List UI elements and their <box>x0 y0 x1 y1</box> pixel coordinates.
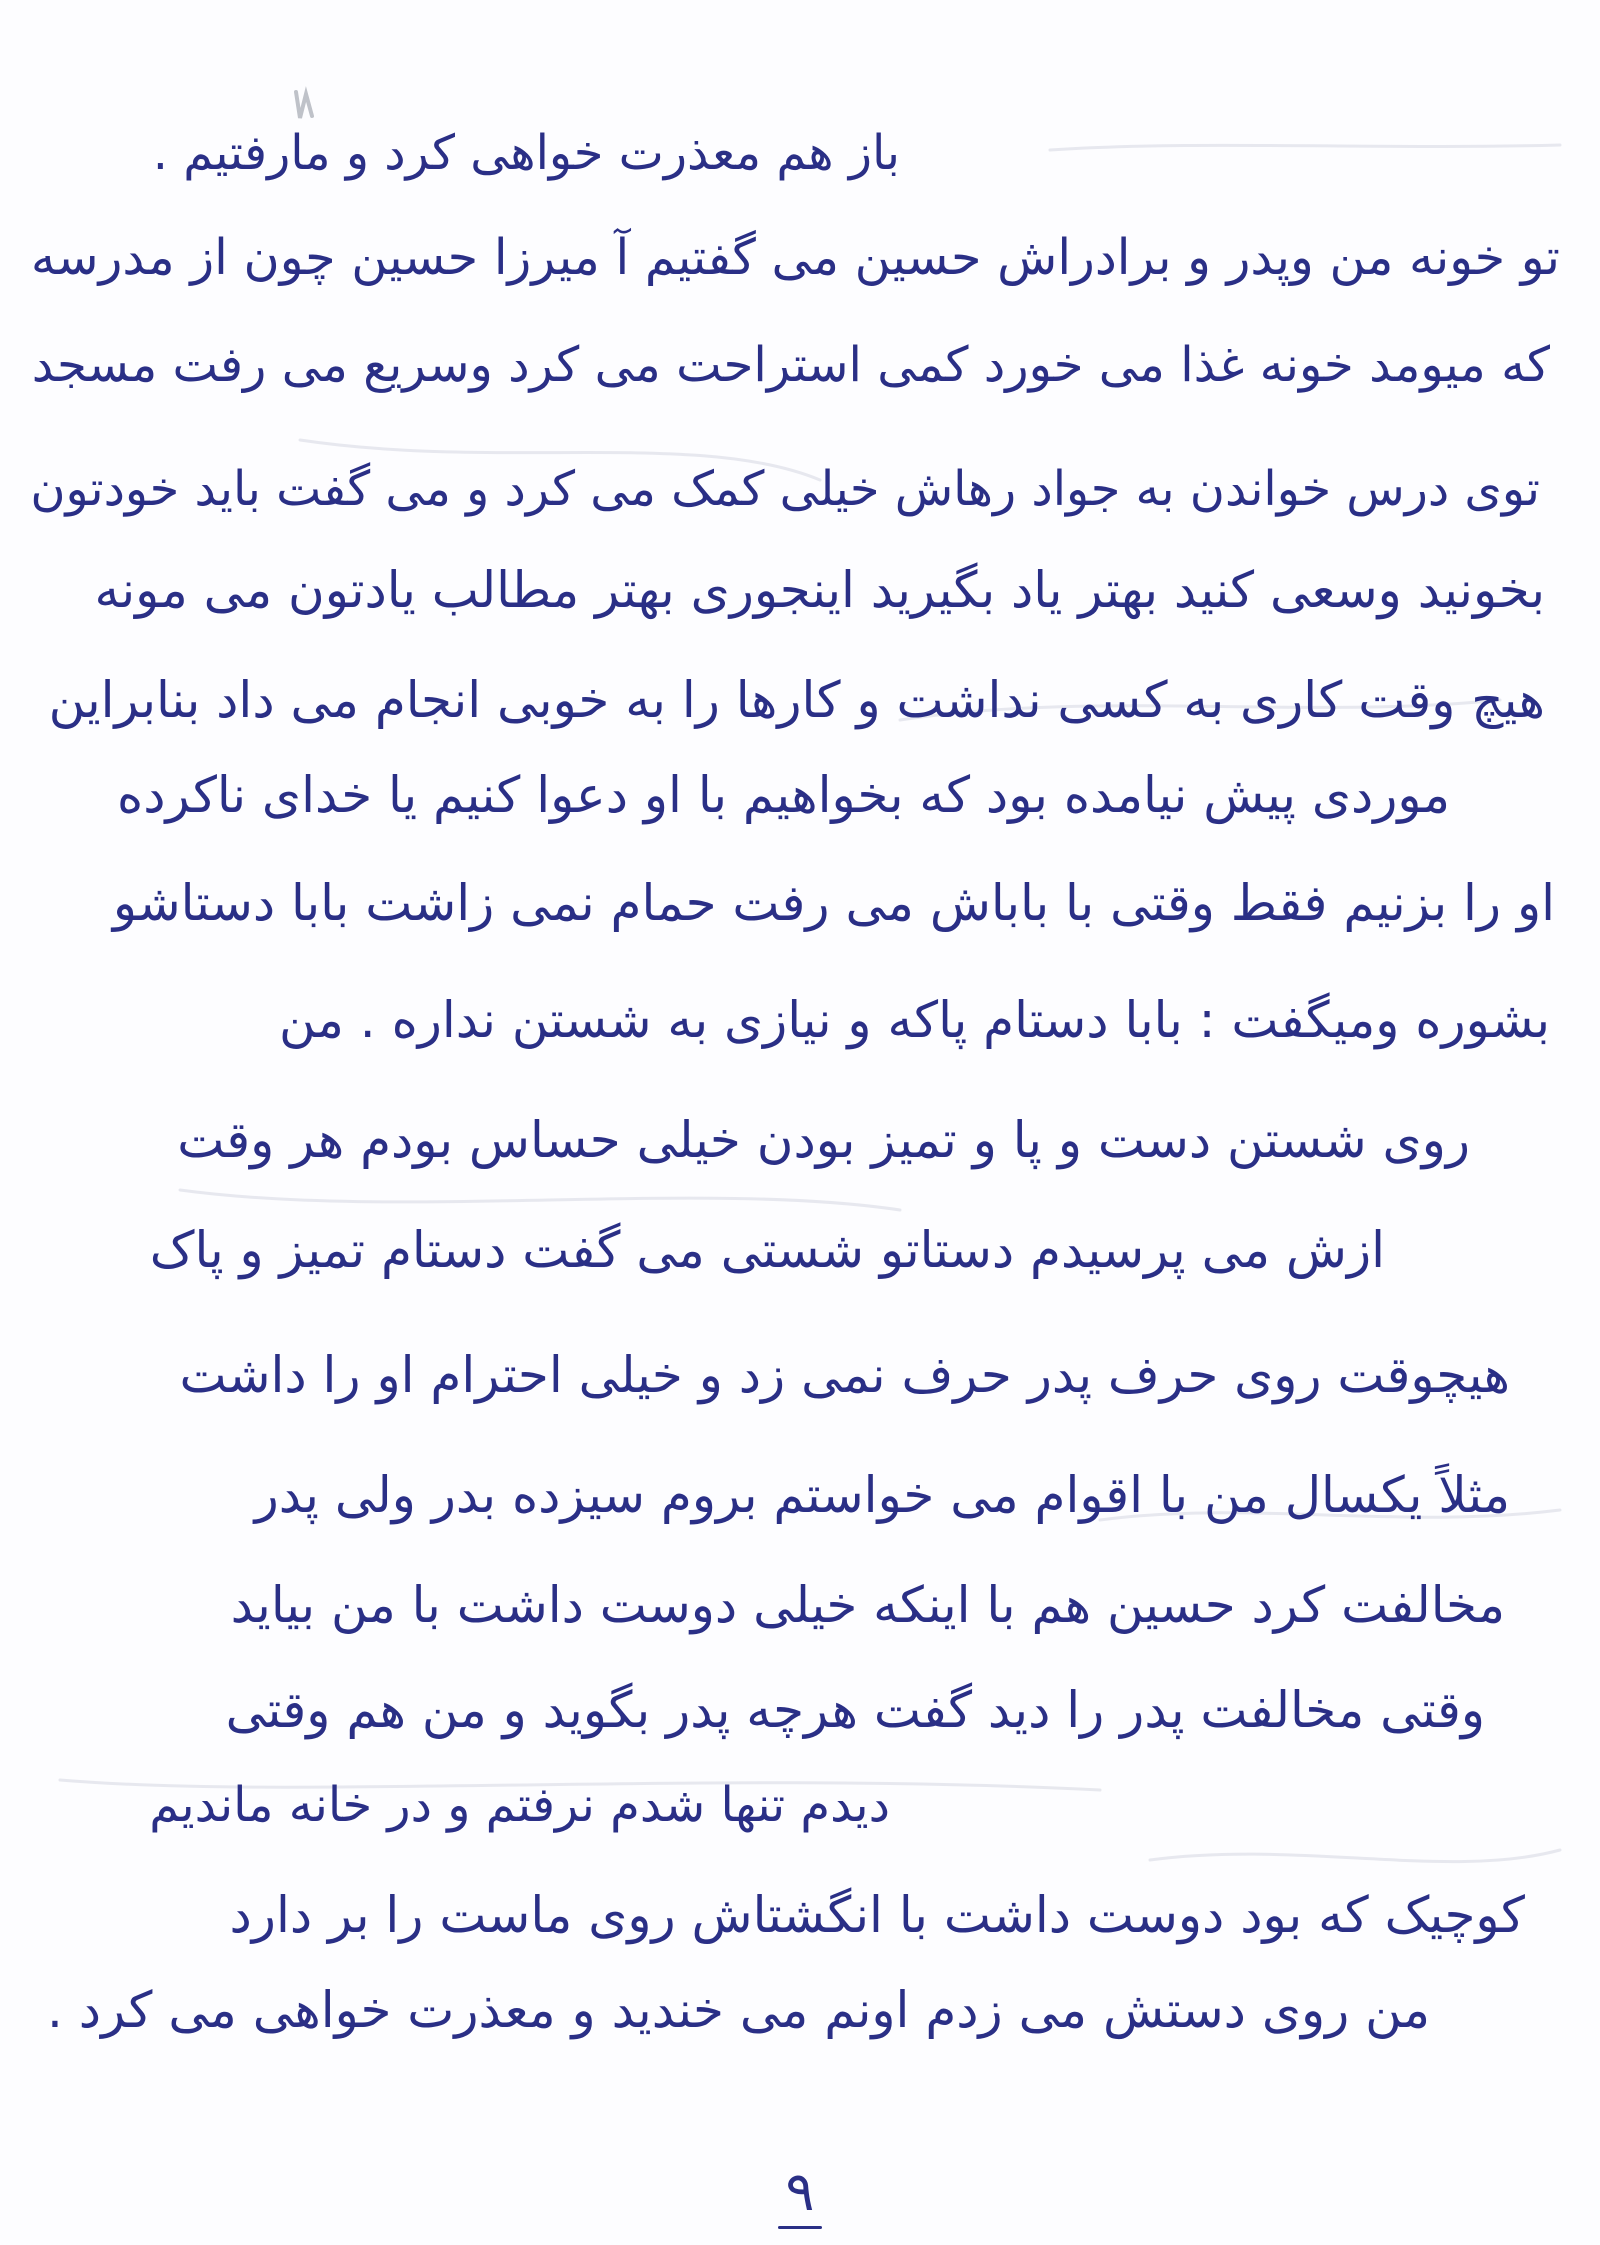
text-line: روی شستن دست و پا و تمیز بودن خیلی حساس بودم هر وقت <box>177 1111 1470 1169</box>
text-line: هیچ وقت کاری به کسی نداشت و کارها را به خوبی انجام می داد بنابراین <box>48 671 1545 729</box>
text-line: بخونید وسعی کنید بهتر یاد بگیرید اینجوری بهتر مطالب یادتون می مونه <box>94 561 1545 619</box>
text-line: مثلاً یکسال من با اقوام می خواستم بروم سیزده بدر ولی پدر <box>254 1466 1510 1524</box>
text-line: وقتی مخالفت پدر را دید گفت هرچه پدر بگوید و من هم وقتی <box>225 1681 1485 1739</box>
text-line: بشوره ومیگفت : بابا دستام پاکه و نیازی به شستن نداره . من <box>279 991 1550 1049</box>
text-line: کوچیک که بود دوست داشت با انگشتاش روی ماست را بر دارد <box>229 1886 1525 1944</box>
text-line: هیچوقت روی حرف پدر حرف نمی زد و خیلی احترام او را داشت <box>179 1346 1510 1404</box>
text-line: که میومد خونه غذا می خورد کمی استراحت می کرد وسریع می رفت مسجد <box>31 337 1550 393</box>
text-line: توی درس خواندن به جواد رهاش خیلی کمک می کرد و می گفت باید خودتون <box>30 462 1540 517</box>
text-line: او را بزنیم فقط وقتی با باباش می رفت حمام نمی زاشت بابا دستاشو <box>112 874 1555 932</box>
text-line: ازش می پرسیدم دستاتو شستی می گفت دستام تمیز و پاک <box>149 1221 1385 1279</box>
page-number: ۹ <box>785 2160 815 2223</box>
text-line: من روی دستش می زدم اونم می خندید و معذرت خواهی می کرد . <box>47 1981 1430 2039</box>
text-line: موردی پیش نیامده بود که بخواهیم با او دعوا کنیم یا خدای ناکرده <box>117 766 1450 824</box>
text-line: باز هم معذرت خواهی کرد و مارفتیم . <box>152 125 900 181</box>
text-line: دیدم تنها شدم نرفتم و در خانه ماندیم <box>149 1777 890 1833</box>
text-line: مخالفت کرد حسین هم با اینکه خیلی دوست داشت با من بیاید <box>230 1576 1505 1634</box>
text-line: تو خونه من وپدر و برادراش حسین می گفتیم آ میرزا حسین چون از مدرسه <box>30 228 1560 286</box>
page-number-underline <box>778 2226 822 2229</box>
